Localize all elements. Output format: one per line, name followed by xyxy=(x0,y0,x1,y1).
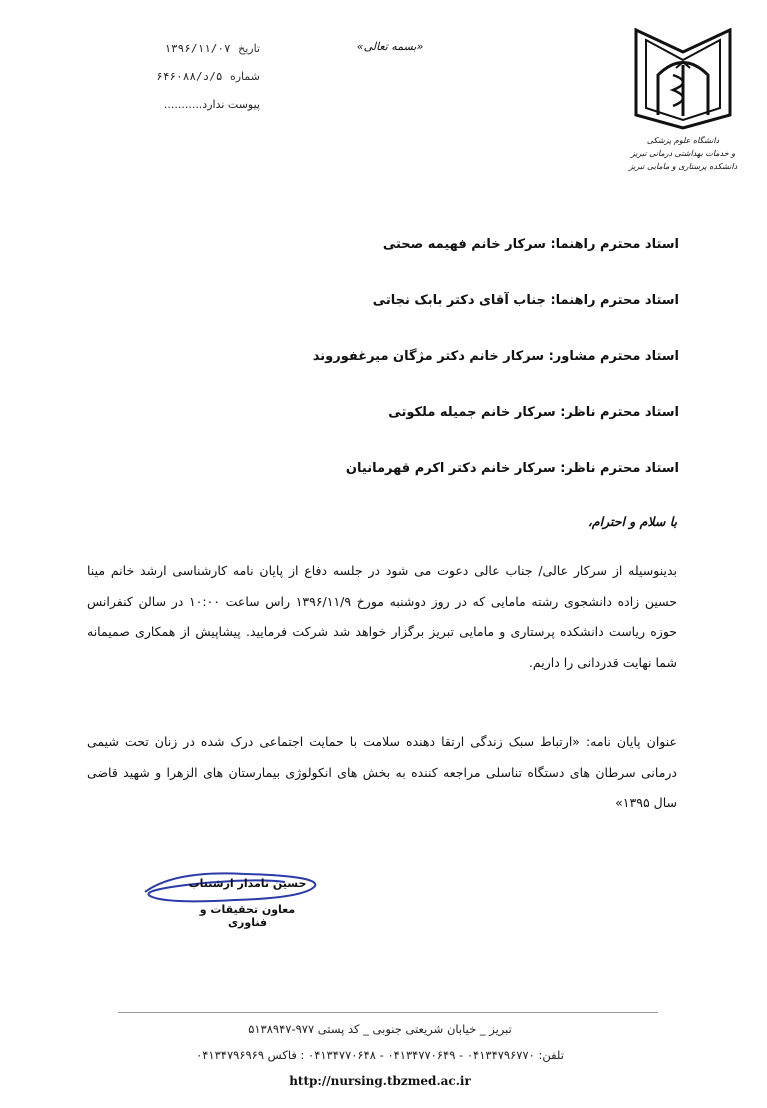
logo-line-2: و خدمات بهداشتی درمانی تبریز xyxy=(630,149,736,158)
recipient-2: استاد محترم راهنما: جناب آقای دکتر بابک نجاتی xyxy=(372,293,679,308)
university-logo xyxy=(628,20,738,190)
footer-phones: تلفن: ۰۴۱۳۴۷۹۶۷۷۰ - ۰۴۱۳۴۷۷۰۶۴۹ - ۰۴۱۳۴۷۷۰۶۴۸ : فاکس ۰۴۱۳۴۷۹۶۹۶۹ xyxy=(196,1048,564,1062)
recipient-1: استاد محترم راهنما: سرکار خانم فهیمه صحتی xyxy=(382,237,679,252)
footer-divider xyxy=(118,1012,658,1013)
recipient-5: استاد محترم ناظر: سرکار خانم دکتر اکرم قهرمانیان xyxy=(345,461,679,476)
footer-address: تبریز _ خیابان شریعتی جنوبی _ کد پستی ۹۷۷-۵۱۳۸۹۴۷ xyxy=(248,1022,512,1036)
basmala: «بسمه تعالی» xyxy=(356,40,424,53)
date-line xyxy=(60,42,260,55)
university-emblem-icon xyxy=(628,20,738,130)
recipient-4: استاد محترم ناظر: سرکار خانم جمیله ملکوتی xyxy=(388,405,679,420)
attachment-line: پیوست ندارد........... xyxy=(163,98,260,111)
thesis-paragraph: عنوان پایان نامه: «ارتباط سبک زندگی ارتقا دهنده سلامت با حمایت اجتماعی درک شده در زنان تحت شیمی درمانی سرطان های دستگاه تناسلی مراجعه کننده به بخش های انکولوژی بیمارستان های الزهرا و شهید قاضی سال ۱۳۹۵» xyxy=(87,734,677,810)
logo-line-1: دانشگاه علوم پزشکی xyxy=(646,136,720,145)
greeting: با سلام و احترام، xyxy=(587,514,677,529)
footer-url: http://nursing.tbzmed.ac.ir xyxy=(289,1074,471,1088)
signatory-title: معاون تحقیقات و فناوری xyxy=(199,903,296,929)
date-label: تاریخ xyxy=(238,42,260,55)
date-value: ۱۳۹۶/۱۱/۰۷ xyxy=(164,42,231,55)
number-label: شماره xyxy=(229,70,260,83)
number-value: ۵/د/۶۴۶۰۸۸ xyxy=(156,70,223,83)
body-paragraph: بدینوسیله از سرکار عالی/ جناب عالی دعوت می شود در جلسه دفاع از پایان نامه کارشناسی ارشد خانم مینا حسین زاده دانشجوی رشته مامایی که در روز دوشنبه مورخ ۱۳۹۶/۱۱/۹ راس ساعت ۱۰:۰۰ در سالن کنفرانس حوزه ریاست دانشکده پرستاری و مامایی تبریز برگزار خواهد شد شرکت فرمایید. پیشاپیش از همکاری صمیمانه شما نهایت قدردانی را داریم. xyxy=(87,563,678,670)
signatory-name: حسین نامدار ارشتناب xyxy=(188,877,307,890)
recipient-3: استاد محترم مشاور: سرکار خانم دکتر مژگان میرغفوروند xyxy=(312,349,679,364)
logo-line-3: دانشکده پرستاری و مامایی تبریز xyxy=(628,162,738,171)
number-line xyxy=(60,70,260,83)
